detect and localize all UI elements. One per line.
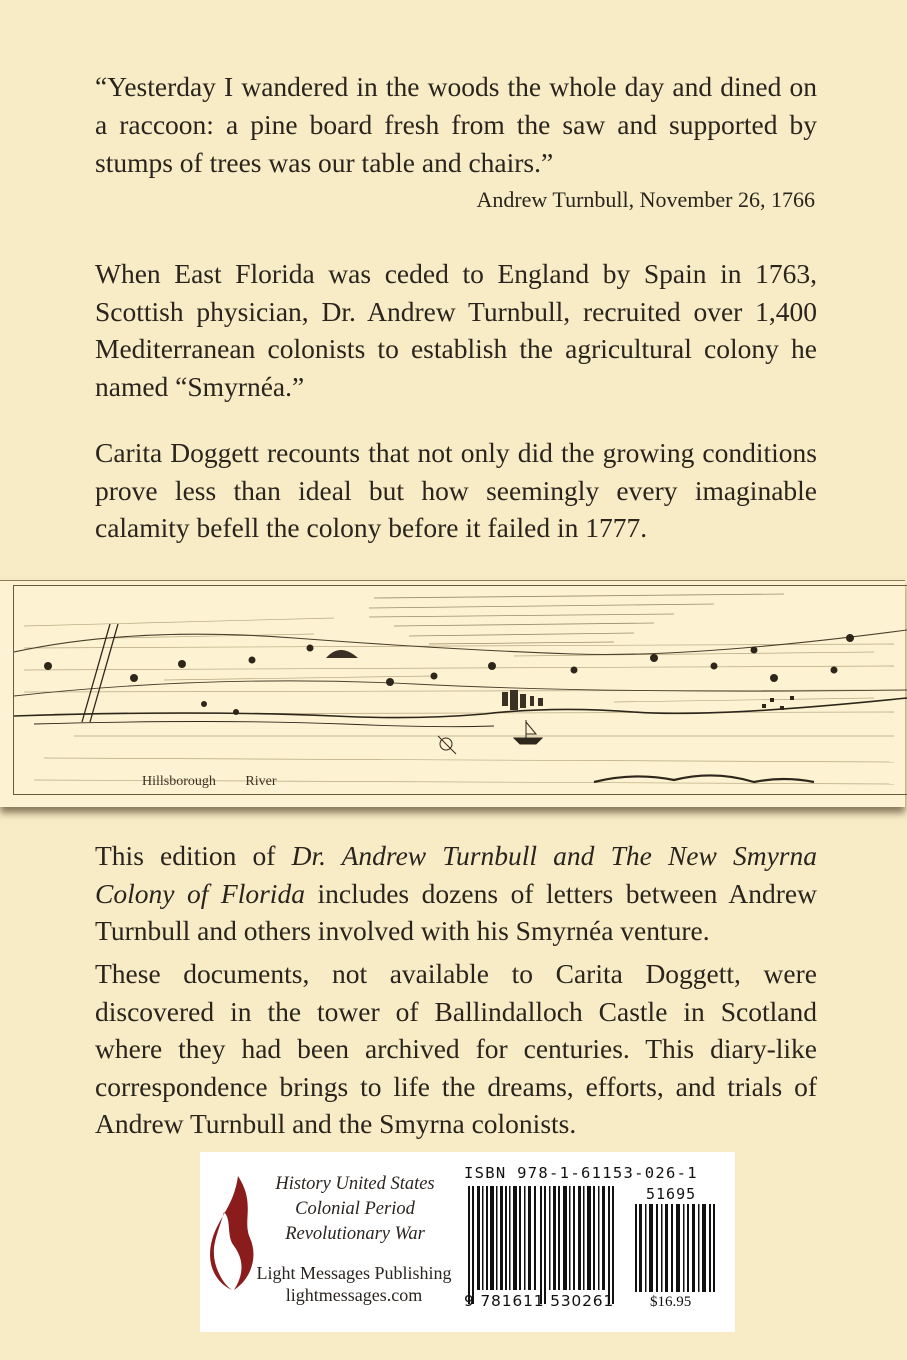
opening-quote: “Yesterday I wandered in the woods the whole day and dined on a raccoon: a pine board fresh from the saw and supported by stumps of trees was our table and chairs.”: [95, 71, 817, 178]
map-image: [13, 585, 907, 795]
genre-1: History United States: [275, 1174, 435, 1194]
genre-3: Revolutionary War: [285, 1224, 425, 1244]
map-river-label: Hillsborough River: [142, 774, 277, 789]
quote-attribution: Andrew Turnbull, November 26, 1766: [476, 187, 815, 212]
intro-paragraph: When East Florida was ceded to England by Spain in 1763, Scottish physician, Dr. Andrew Turnbull, recruited over 1,400 Mediterranean colonists to establish the agricultural colony he named “Smyrnéa.”: [95, 258, 817, 402]
isbn-barcode: [468, 1186, 618, 1306]
genre-2: Colonial Period: [295, 1199, 415, 1219]
historic-map: [0, 580, 905, 807]
price-barcode: [635, 1204, 717, 1304]
summary-paragraph: Carita Doggett recounts that not only did the growing conditions prove less than ideal but how seemingly every imaginable calamity befell the colony before it failed in 1777.: [95, 437, 817, 543]
isbn-label: ISBN 978-1-61153-026-1: [464, 1164, 698, 1182]
book-price: $16.95: [650, 1294, 692, 1310]
isbn-sticker: [200, 1152, 735, 1332]
ean-digits: 9 781611 530261: [464, 1292, 615, 1310]
price-code: 51695: [646, 1185, 697, 1203]
publisher-info: [248, 1262, 460, 1306]
documents-paragraph: These documents, not available to Carita Doggett, were discovered in the tower of Ballindalloch Castle in Scotland where they had been archived for centuries. This diary-like correspondence brings to life the dreams, efforts, and trials of Andrew Turnbull and the Smyrna colonists.: [95, 958, 817, 1139]
publisher-name: Light Messages Publishing: [256, 1263, 452, 1283]
edition-paragraph: [95, 837, 817, 950]
genre-list: [260, 1172, 450, 1247]
edition-suffix: includes dozens of letters between Andrew Turnbull and others involved with his Smyrnéa venture.: [95, 877, 817, 946]
edition-prefix: This edition of: [95, 840, 292, 871]
book-title: Dr. Andrew Turnbull and The New Smyrna Colony of Florida: [95, 840, 817, 909]
publisher-website: lightmessages.com: [285, 1285, 423, 1305]
map-drawing: [14, 586, 907, 794]
